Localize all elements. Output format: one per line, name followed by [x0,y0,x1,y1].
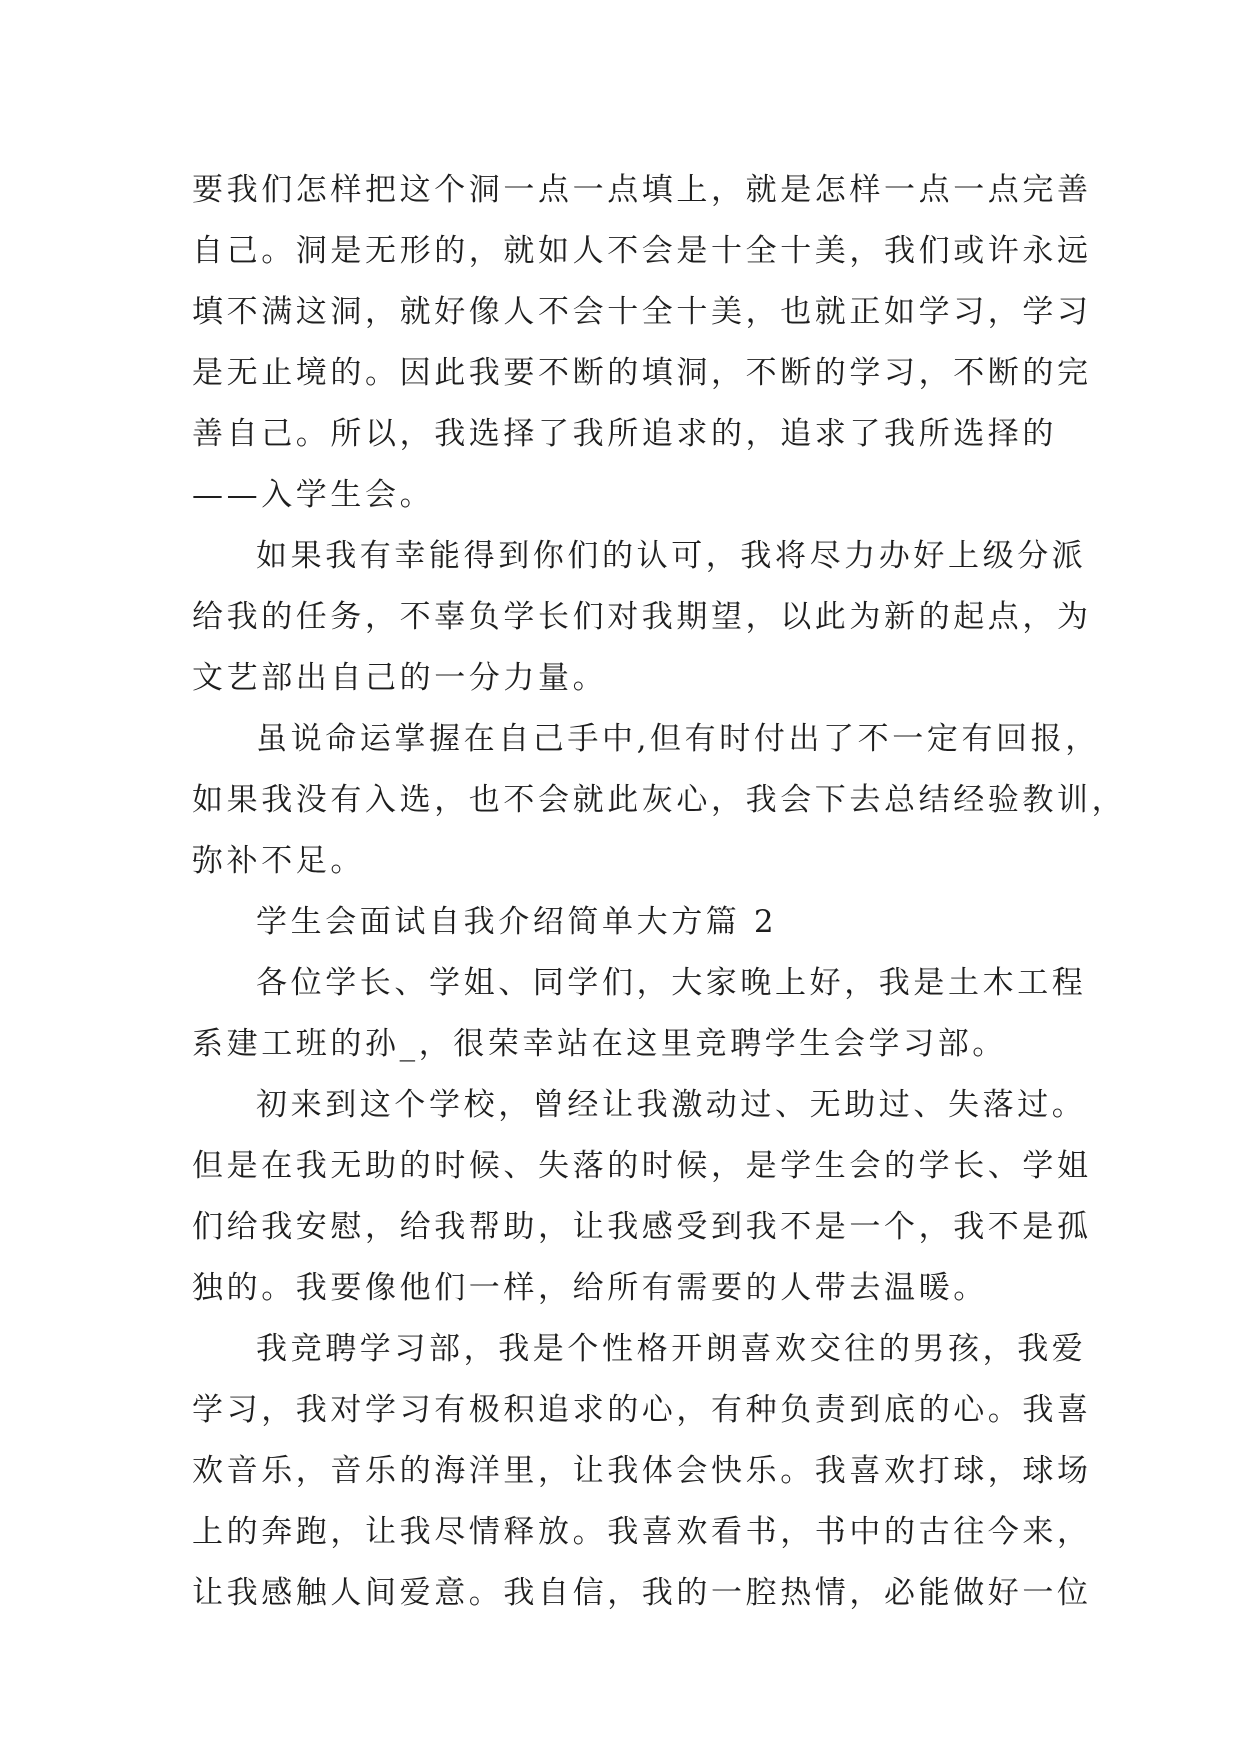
text-line: 各位学长、学姐、同学们，大家晚上好，我是土木工程 [256,965,1087,1001]
text-line: 学习，我对学习有极积追求的心，有种负责到底的心。我喜 [192,1392,1092,1428]
text-line: 如果我没有入选，也不会就此灰心，我会下去总结经验教训， [192,782,1127,818]
text-line: 文艺部出自己的一分力量。 [192,660,608,696]
text-line: 弥补不足。 [192,843,365,879]
text-line: 独的。我要像他们一样，给所有需要的人带去温暖。 [192,1270,988,1306]
text-line: 们给我安慰，给我帮助，让我感受到我不是一个，我不是孤 [192,1209,1092,1245]
text-line: 如果我有幸能得到你们的认可，我将尽力办好上级分派 [256,538,1087,574]
text-line: 填不满这洞，就好像人不会十全十美，也就正如学习，学习 [192,294,1092,330]
text-line: 我竞聘学习部，我是个性格开朗喜欢交往的男孩，我爱 [256,1331,1087,1367]
text-line: 要我们怎样把这个洞一点一点填上，就是怎样一点一点完善 [192,172,1092,208]
text-line: 虽说命运掌握在自己手中,但有时付出了不一定有回报， [256,721,1100,757]
text-line: 学生会面试自我介绍简单大方篇 2 [256,904,778,940]
text-line: 自己。洞是无形的，就如人不会是十全十美，我们或许永远 [192,233,1092,269]
text-line: 善自己。所以，我选择了我所追求的，追求了我所选择的 [192,416,1057,452]
text-line: 系建工班的孙_，很荣幸站在这里竞聘学生会学习部。 [192,1026,1007,1062]
text-line: 给我的任务，不辜负学长们对我期望，以此为新的起点，为 [192,599,1092,635]
text-line: 让我感触人间爱意。我自信，我的一腔热情，必能做好一位 [192,1575,1092,1611]
text-line: 初来到这个学校，曾经让我激动过、无助过、失落过。 [256,1087,1087,1123]
body-text [192,160,1127,1624]
text-line: ——入学生会。 [192,477,435,513]
text-line: 但是在我无助的时候、失落的时候，是学生会的学长、学姐 [192,1148,1092,1184]
text-line: 是无止境的。因此我要不断的填洞，不断的学习，不断的完 [192,355,1092,391]
text-line: 上的奔跑，让我尽情释放。我喜欢看书，书中的古往今来， [192,1514,1092,1550]
text-line: 欢音乐，音乐的海洋里，让我体会快乐。我喜欢打球，球场 [192,1453,1092,1489]
